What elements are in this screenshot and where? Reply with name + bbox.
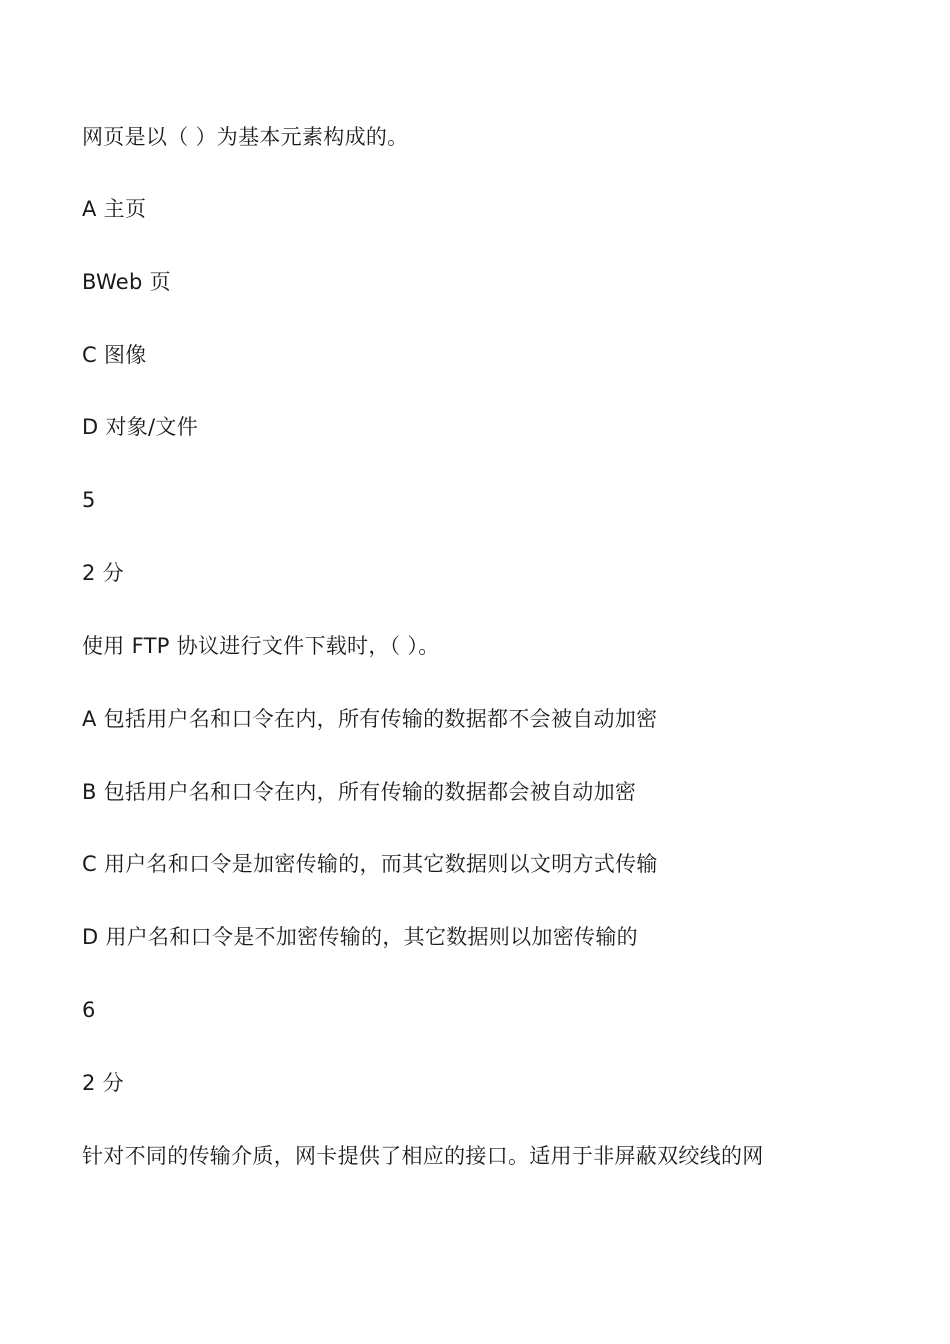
question-stem: 针对不同的传输介质，网卡提供了相应的接口。适用于非屏蔽双绞线的网 bbox=[82, 1144, 764, 1168]
question-number: 6 bbox=[82, 998, 96, 1022]
option-c: C 用户名和口令是加密传输的，而其它数据则以文明方式传输 bbox=[82, 852, 658, 876]
question-score: 2 分 bbox=[82, 561, 124, 585]
option-b: B 包括用户名和口令在内，所有传输的数据都会被自动加密 bbox=[82, 780, 637, 804]
question-score: 2 分 bbox=[82, 1071, 124, 1095]
question-stem: 网页是以（ ）为基本元素构成的。 bbox=[82, 125, 409, 149]
question-number: 5 bbox=[82, 488, 96, 512]
option-b: BWeb 页 bbox=[82, 270, 171, 294]
option-d: D 用户名和口令是不加密传输的，其它数据则以加密传输的 bbox=[82, 925, 638, 949]
option-c: C 图像 bbox=[82, 343, 147, 367]
option-a: A 包括用户名和口令在内，所有传输的数据都不会被自动加密 bbox=[82, 707, 658, 731]
question-stem: 使用 FTP 协议进行文件下载时，（ ）。 bbox=[82, 634, 440, 658]
option-d: D 对象/文件 bbox=[82, 415, 199, 439]
option-a: A 主页 bbox=[82, 197, 147, 221]
